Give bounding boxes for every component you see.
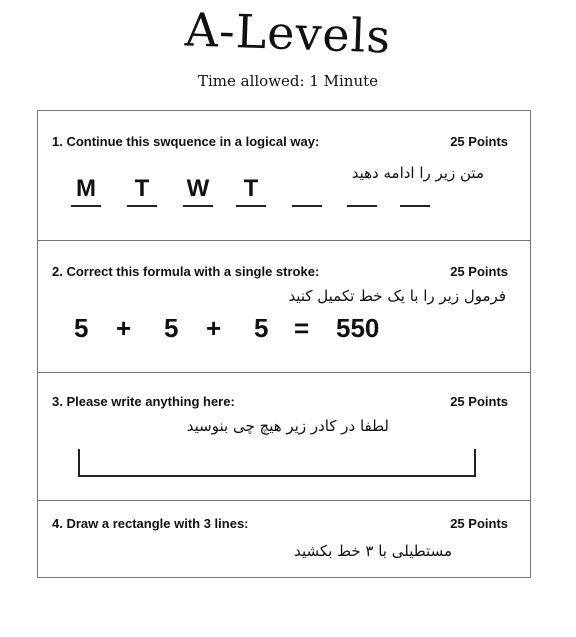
question-3-section bbox=[38, 373, 530, 501]
sequence-blank-line bbox=[71, 205, 101, 207]
sequence-blank-line bbox=[292, 205, 322, 207]
sequence-letter bbox=[292, 175, 322, 203]
formula-equals: = bbox=[294, 313, 310, 343]
question-4-points: 25 Points bbox=[450, 516, 508, 531]
time-allowed: Time allowed: 1 Minute bbox=[197, 72, 379, 90]
formula-term: 5 bbox=[74, 313, 89, 343]
writing-area-bracket[interactable] bbox=[78, 449, 476, 477]
formula-term: 5 bbox=[164, 313, 179, 343]
question-3-persian: لطفا در کادر زیر هیچ چی بنوسید bbox=[186, 417, 389, 435]
formula-term: 5 bbox=[254, 313, 269, 343]
sequence-item-1[interactable] bbox=[71, 175, 101, 207]
formula-result: 550 bbox=[336, 313, 380, 343]
sequence-letter: T bbox=[134, 175, 150, 202]
sequence-blank-line bbox=[347, 205, 377, 207]
formula-operator: + bbox=[116, 313, 132, 343]
sequence-blank-line bbox=[400, 205, 430, 207]
sequence-letter bbox=[347, 175, 377, 203]
sequence-letter: M bbox=[76, 175, 96, 202]
sequence-item-4[interactable] bbox=[236, 175, 266, 207]
sequence-item-5[interactable] bbox=[292, 175, 322, 207]
question-1-persian: متن زیر را ادامه دهید bbox=[351, 164, 484, 182]
question-2-persian: فرمول زیر را با یک خط تکمیل کنید bbox=[288, 287, 506, 305]
question-1-section bbox=[38, 111, 530, 241]
sequence-letter bbox=[400, 175, 430, 203]
question-3-text: 3. Please write anything here: bbox=[52, 394, 235, 409]
question-2-text: 2. Correct this formula with a single stroke: bbox=[52, 264, 320, 279]
sequence-letter: T bbox=[243, 175, 259, 202]
sequence-blank-line bbox=[236, 205, 266, 207]
sequence-letter: W bbox=[186, 175, 210, 202]
question-1-text: 1. Continue this swquence in a logical way: bbox=[52, 134, 320, 149]
page-title: A-Levels bbox=[184, 2, 392, 64]
question-4-text: 4. Draw a rectangle with 3 lines: bbox=[52, 516, 249, 531]
sequence-item-7[interactable] bbox=[400, 175, 430, 207]
formula-operator: + bbox=[206, 313, 222, 343]
question-2-points: 25 Points bbox=[450, 264, 508, 279]
sequence-blank-line bbox=[127, 205, 157, 207]
question-4-section bbox=[38, 501, 530, 579]
question-1-points: 25 Points bbox=[450, 134, 508, 149]
question-4-persian: مستطیلی با ۳ خط بکشید bbox=[294, 542, 452, 560]
question-box bbox=[37, 110, 531, 578]
sequence-item-6[interactable] bbox=[347, 175, 377, 207]
question-2-section bbox=[38, 241, 530, 373]
question-3-points: 25 Points bbox=[450, 394, 508, 409]
sequence-item-2[interactable] bbox=[127, 175, 157, 207]
sequence-item-3[interactable] bbox=[183, 175, 213, 207]
sequence-blank-line bbox=[183, 205, 213, 207]
